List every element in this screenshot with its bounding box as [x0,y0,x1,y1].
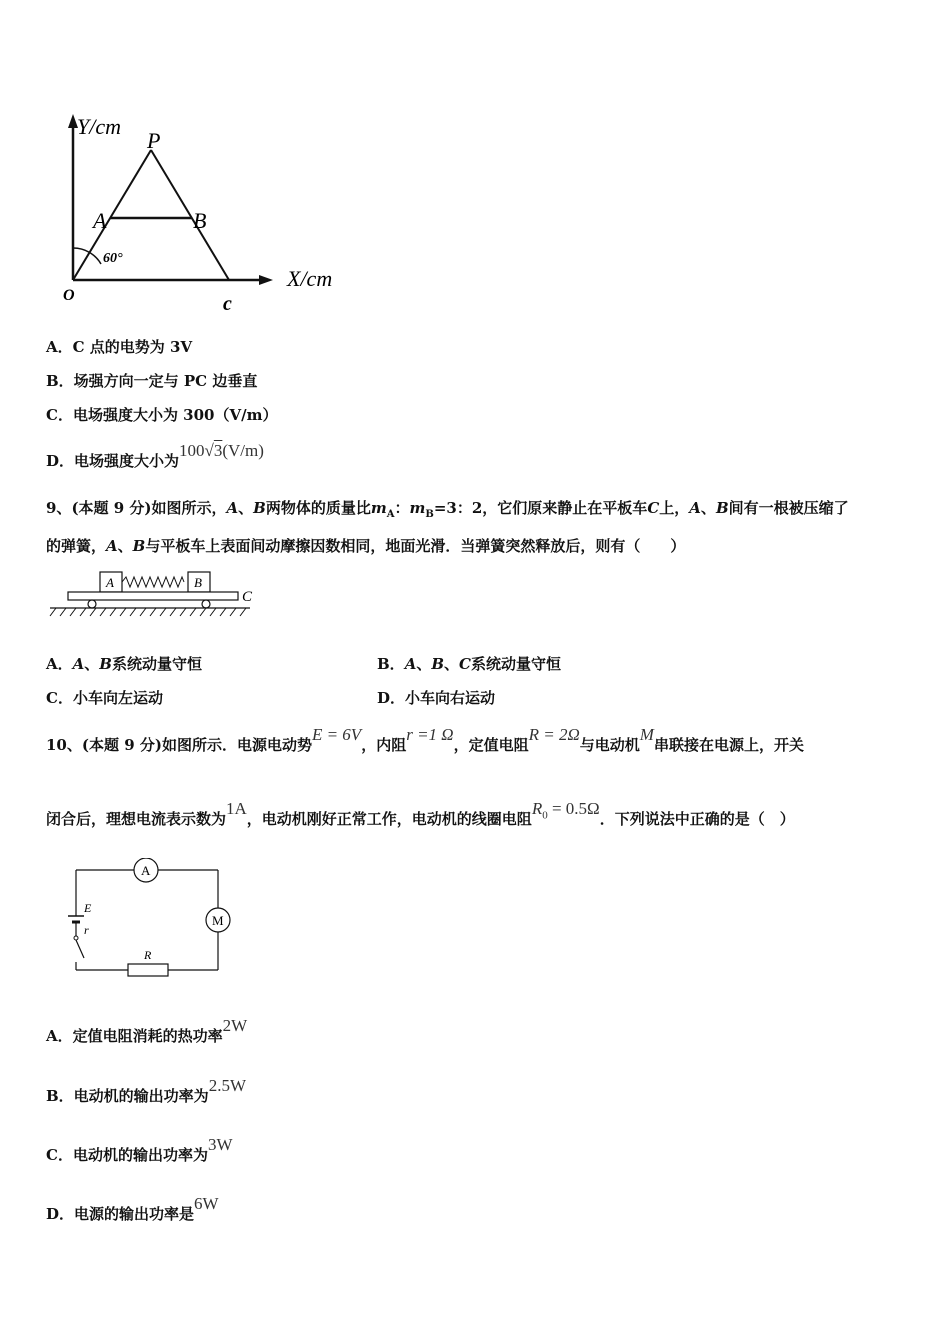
q8-option-a: A．C 点的电势为 3V [46,338,193,356]
block-b-label: B [194,575,202,590]
q10-stem-line2: 闭合后，理想电流表示数为1A，电动机刚好正常工作，电动机的线圈电阻$R_0 = 0.5\Omega$．下列说法中正确的是（ ） [46,799,795,828]
motor-label: M [212,913,224,928]
block-a-label: A [106,575,114,590]
cart-spring-figure [44,566,264,622]
q9-option-d: D．小车向右运动 [377,689,496,707]
point-a-label: A [93,208,107,233]
q9-option-c: C．小车向左运动 [46,689,163,707]
q8-option-c: C．电场强度大小为 300（V/m） [46,406,278,424]
q8-option-d-math: 100√3(V/m) [179,441,264,460]
angle-label: 60° [103,251,123,266]
q9-stem-line2: 的弹簧，A、B与平板车上表面间动摩擦因数相同，地面光滑．当弹簧突然释放后，则有（ ） [46,537,686,555]
point-c-label: c [223,293,232,315]
q9-option-b: B．A、B、C系统动量守恒 [377,655,562,673]
q10-option-c: C．电动机的输出功率为3W [46,1135,233,1164]
q8-option-b: B．场强方向一定与 PC 边垂直 [46,372,258,390]
y-axis-label: Y/cm [77,114,121,139]
resistor-label: R [144,948,152,962]
q10-option-a: A．定值电阻消耗的热功率2W [46,1016,248,1045]
internal-r-label: r [84,923,89,937]
q9-stem-line1: 9、(本题 9 分)如图所示，A、B两物体的质量比$m_A$：$m_B=3$：2，它们原来静止在平板车C上，A、B间有一根被压缩了 [46,499,849,520]
point-p-label: P [147,128,161,153]
ammeter-label: A [141,863,151,878]
q10-option-b: B．电动机的输出功率为2.5W [46,1076,246,1105]
q10-option-d: D．电源的输出功率是6W [46,1194,219,1223]
cart-c-label: C [242,589,253,605]
origin-label: O [63,287,75,304]
circuit-figure [62,858,242,982]
q8-option-d-text: D．电场强度大小为 [46,452,180,470]
point-b-label: B [193,208,207,233]
q8-option-d [46,441,264,471]
triangle-figure [55,108,365,318]
emf-label: E [84,901,92,915]
q9-option-a: A．A、B系统动量守恒 [46,655,202,673]
q10-stem-line1: 10、(本题 9 分)如图所示．电源电动势E = 6V，内阻r =1 Ω，定值电阻R = 2Ω与电动机M串联接在电源上，开关 [46,725,804,754]
x-axis-label: X/cm [287,266,333,291]
